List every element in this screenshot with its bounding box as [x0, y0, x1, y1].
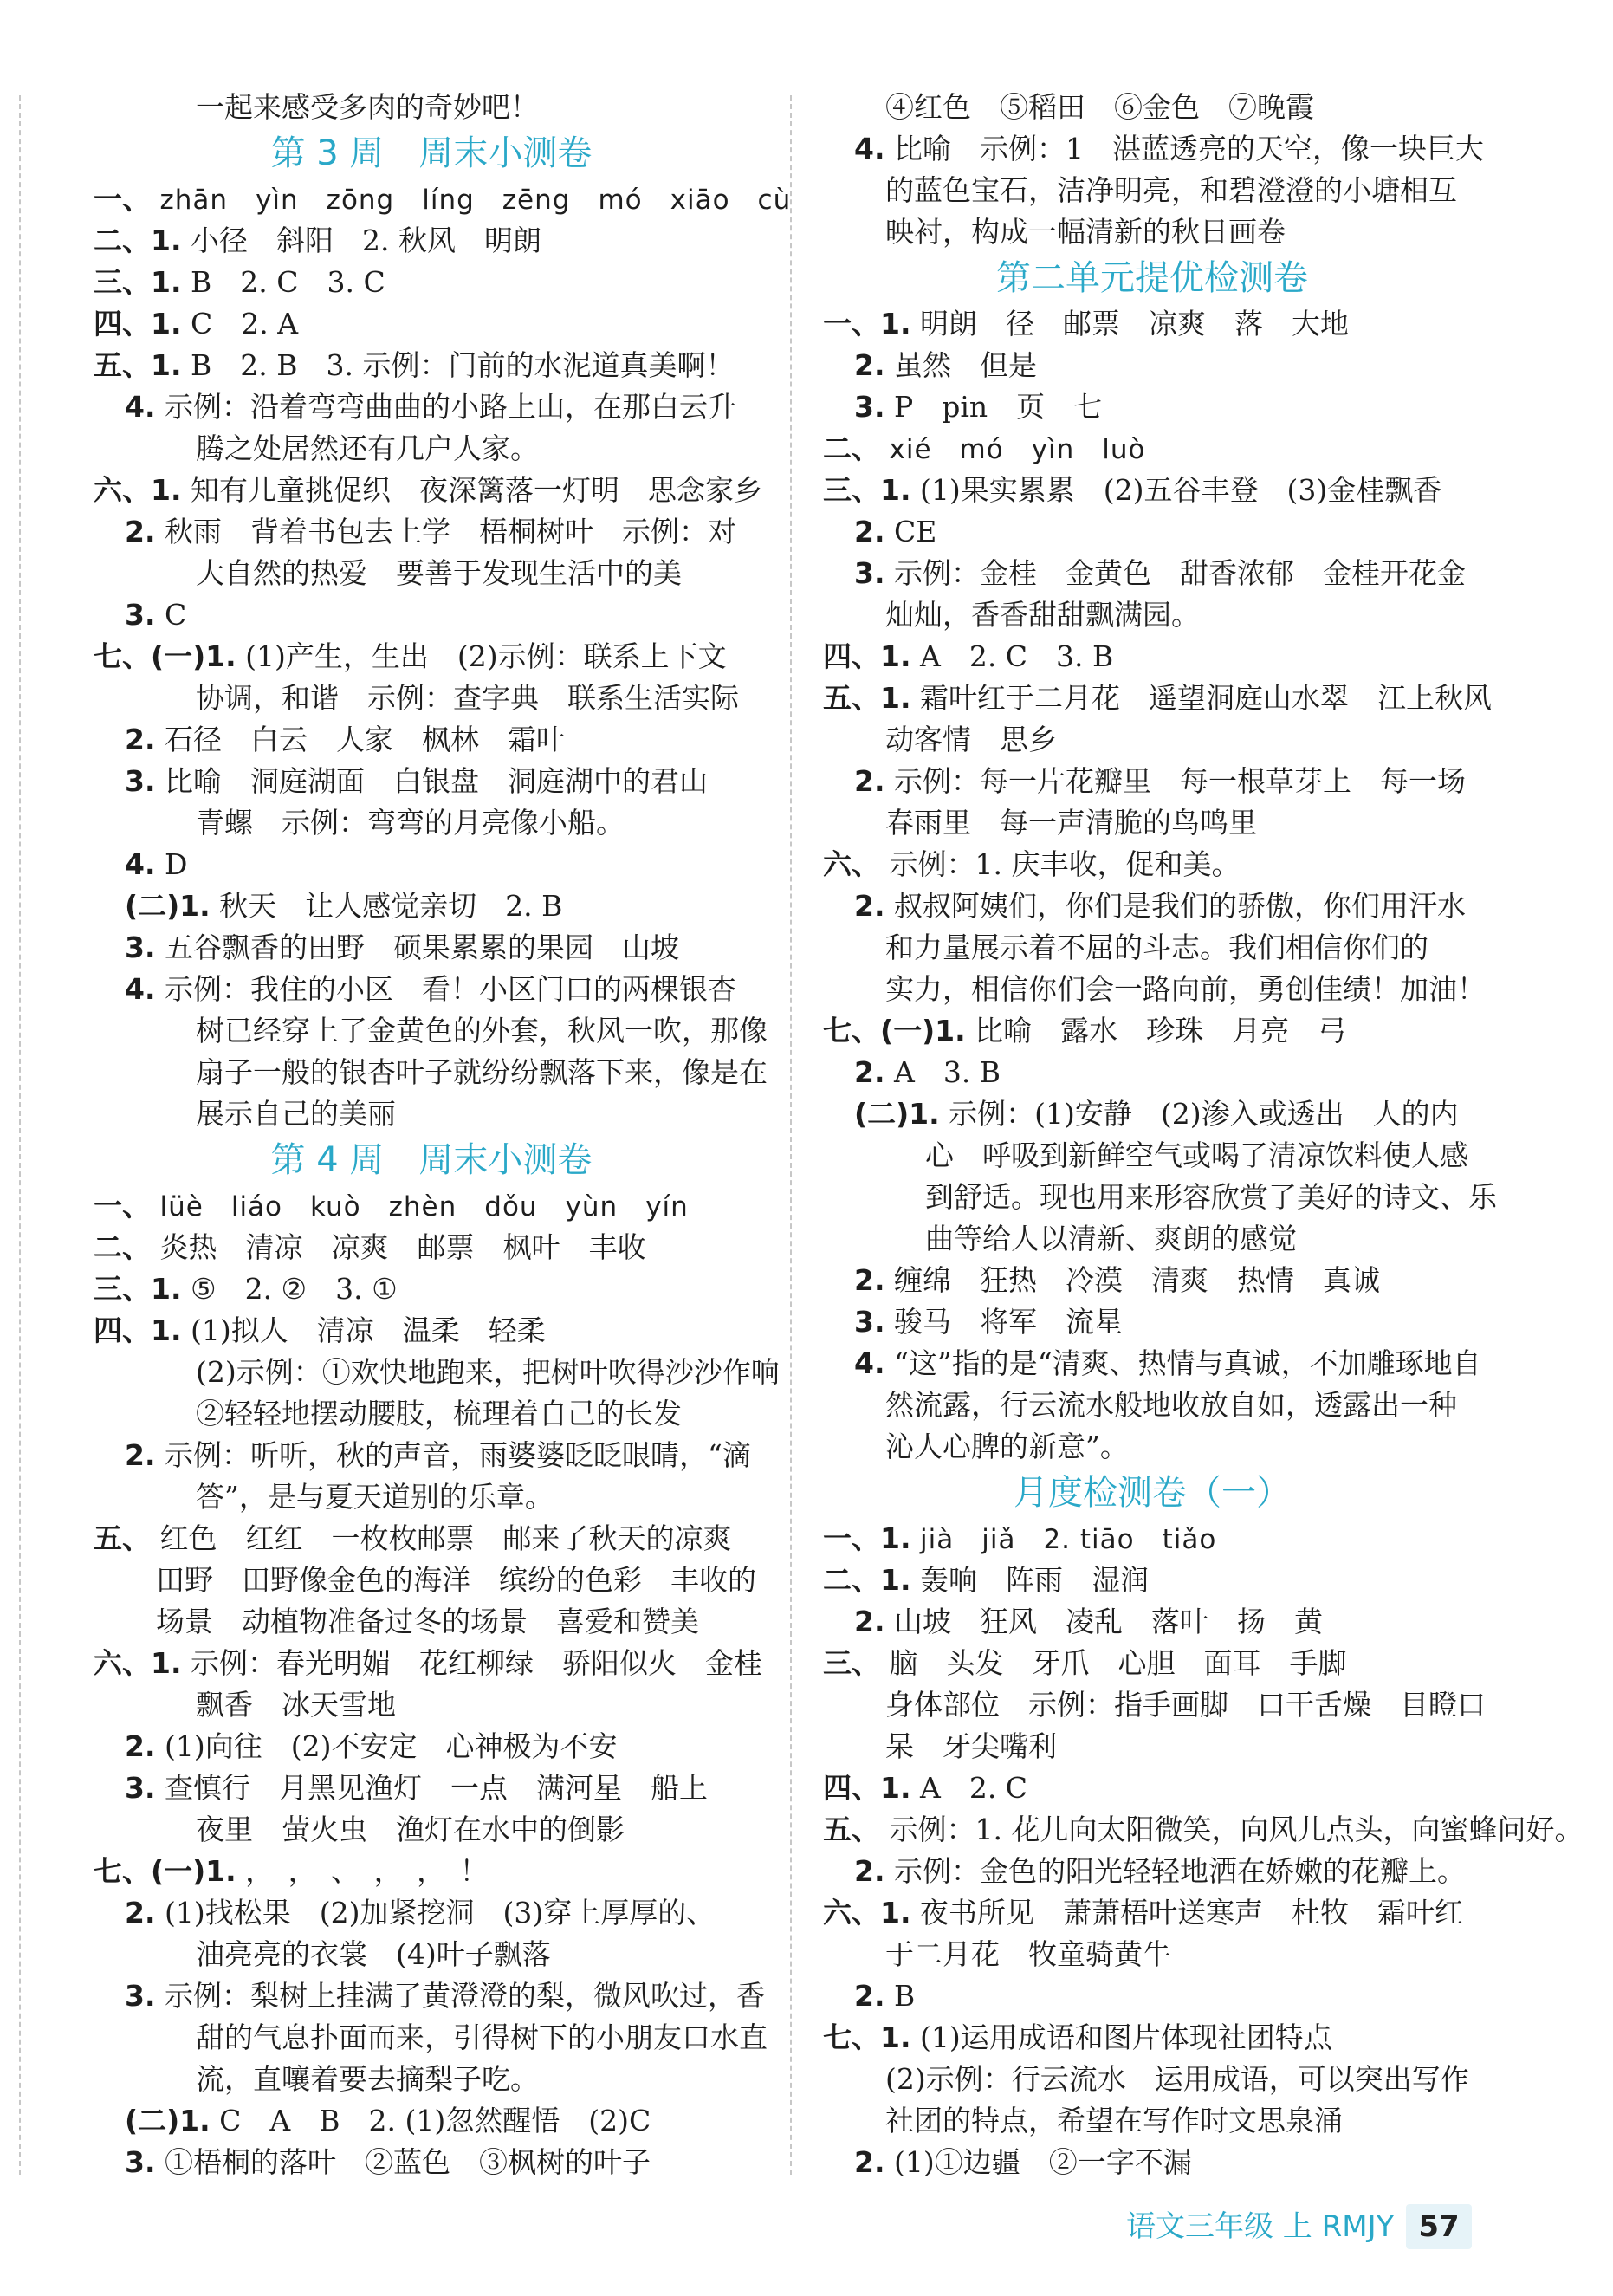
question-number: 五、1.: [823, 681, 911, 715]
answer-text: 脑 头发 牙爪 心胆 面耳 手脚: [889, 1646, 1347, 1680]
answer-line: [94, 969, 769, 1010]
answer-text: 然流露，行云流水般地收放自如，透露出一种: [885, 1388, 1457, 1422]
question-number: 三、1.: [94, 1272, 182, 1306]
answer-text: 实力，相信你们会一路向前，勇创佳绩！加油！: [885, 972, 1486, 1006]
answer-line: [823, 678, 1492, 719]
answer-line: [823, 303, 1481, 345]
answer-text: ④红色 ⑤稻田 ⑥金色 ⑦晚霞: [885, 90, 1314, 124]
answer-text: 的蓝色宝石，洁净明亮，和碧澄澄的小塘相互: [885, 173, 1457, 207]
question-number: 二、: [823, 431, 880, 465]
question-number: 四、1.: [94, 1313, 182, 1347]
answer-line: [823, 2017, 1481, 2059]
question-number: 二、1.: [94, 224, 182, 257]
page-footer: [1126, 2201, 1472, 2253]
answer-line: [823, 553, 1481, 594]
answer-line: [823, 428, 1481, 470]
answer-line: [823, 2100, 1481, 2142]
answer-text: ， ， 、 ， ， ！: [245, 1854, 489, 1888]
answer-line: [823, 2142, 1481, 2183]
answer-text: 青螺 示例：弯弯的月亮像小船。: [196, 806, 625, 840]
answer-text: (1)向往 (2)不安定 心神极为不安: [165, 1729, 618, 1763]
answer-line: [823, 1684, 1486, 1726]
answer-line: [823, 1767, 1481, 1809]
answer-text: CE: [894, 515, 937, 548]
question-number: 2.: [854, 1979, 885, 2013]
answer-text: (1)运用成语和图片体现社团特点: [920, 2020, 1332, 2054]
answer-line: [823, 1643, 1481, 1684]
answer-text: 示例：听听，秋的声音，雨婆婆眨眨眼睛，“滴: [165, 1438, 751, 1472]
answer-line: [823, 1385, 1481, 1426]
answer-text: 灿灿，香香甜甜飘满园。: [885, 598, 1200, 632]
question-number: 七、1.: [823, 2020, 911, 2054]
answer-text: 映衬，构成一幅清新的秋日画卷: [885, 215, 1286, 249]
answer-line: [823, 1218, 1481, 1260]
answer-text: (1)①边疆 ②一字不漏: [894, 2145, 1192, 2179]
answer-line: [823, 170, 1481, 211]
answer-line: [94, 303, 769, 345]
question-number: 七、(一)1.: [94, 639, 236, 673]
answer-line: [823, 1934, 1481, 1975]
answer-text: 示例：每一片花瓣里 每一根草芽上 每一场: [894, 764, 1466, 798]
answer-line: [823, 2059, 1481, 2100]
answer-line: [94, 1560, 769, 1601]
answer-line: [823, 1601, 1481, 1643]
question-number: 3.: [854, 1305, 885, 1339]
answer-text: 红色 红红 一枚枚邮票 邮来了秋天的凉爽: [159, 1521, 732, 1555]
question-number: (二)1.: [854, 1097, 940, 1131]
answer-text: 比喻 示例：1 湛蓝透亮的天空，像一块巨大: [894, 132, 1484, 165]
answer-line: [94, 1809, 769, 1851]
answer-line: [823, 1726, 1481, 1767]
answer-text: ②轻轻地摆动腰肢，梳理着自己的长发: [196, 1397, 682, 1430]
question-number: 五、: [94, 1521, 151, 1555]
answer-line: [94, 761, 769, 802]
answer-text: 示例：沿着弯弯曲曲的小路上山，在那白云升: [165, 390, 736, 424]
question-number: 一、1.: [823, 1521, 911, 1555]
answer-line: [94, 678, 769, 719]
answer-text: 示例：我住的小区 看！小区门口的两棵银杏: [165, 972, 736, 1006]
answer-line: [823, 1343, 1481, 1385]
answer-line: [94, 802, 769, 844]
answer-line: [823, 719, 1481, 761]
answer-line: [94, 1684, 769, 1726]
answer-text: 飘香 冰天雪地: [196, 1688, 396, 1722]
answer-text: (1)果实累累 (2)五谷丰登 (3)金桂飘香: [920, 473, 1442, 507]
answer-text: 腾之处居然还有几户人家。: [196, 431, 539, 465]
question-number: 三、: [823, 1646, 880, 1680]
answer-text: 曲等给人以清新、爽朗的感觉: [925, 1222, 1297, 1255]
question-number: 4.: [854, 1346, 885, 1380]
answer-line: [94, 2017, 769, 2059]
question-number: 4.: [125, 390, 156, 424]
question-number: 七、(一)1.: [823, 1014, 966, 1047]
answer-line: [94, 2142, 769, 2183]
question-number: 4.: [125, 847, 156, 881]
answer-text: 示例：1. 花儿向太阳微笑，向风儿点头，向蜜蜂问好。: [889, 1813, 1584, 1846]
section-title: 第 4 周 周末小测卷: [270, 1140, 593, 1180]
question-number: 一、: [94, 182, 151, 216]
question-number: 三、1.: [94, 265, 182, 299]
answer-text: 社团的特点，希望在写作时文思泉涌: [885, 2104, 1343, 2137]
answer-text: 缠绵 狂热 冷漠 清爽 热情 真诚: [894, 1263, 1380, 1297]
answer-line: [823, 885, 1481, 927]
answer-text: ⑤ 2. ② 3. ①: [191, 1272, 398, 1306]
answer-line: [823, 211, 1481, 253]
left-column: [94, 87, 792, 2183]
answer-line: [823, 594, 1481, 636]
question-number: 五、1.: [94, 348, 182, 382]
question-number: 2.: [125, 1729, 156, 1763]
answer-line: [94, 1310, 769, 1352]
answer-text: 石径 白云 人家 枫林 霜叶: [165, 723, 565, 756]
answer-text: 叔叔阿姨们，你们是我们的骄傲，你们用汗水: [894, 889, 1466, 923]
answer-line: [823, 511, 1481, 553]
answer-text: 身体部位 示例：指手画脚 口干舌燥 目瞪口: [885, 1688, 1486, 1722]
question-number: 四、1.: [823, 639, 911, 673]
answer-line: [823, 927, 1481, 969]
answer-text: 示例：金色的阳光轻轻地洒在娇嫩的花瓣上。: [894, 1854, 1466, 1888]
question-number: 4.: [125, 972, 156, 1006]
pinyin-answer: xié mó yìn luò: [889, 434, 1146, 465]
answer-text: B 2. B 3. 示例：门前的水泥道真美啊！: [191, 348, 735, 382]
answer-line: [94, 594, 769, 636]
answer-line: [94, 1934, 769, 1975]
answer-line: [94, 1476, 769, 1518]
answer-line: [94, 927, 769, 969]
left-margin-line: [19, 95, 21, 2175]
answer-text: 甜的气息扑面而来，引得树下的小朋友口水直: [196, 2020, 768, 2054]
answer-line: [823, 386, 1481, 428]
answer-text: 小径 斜阳 2. 秋风 明朗: [191, 224, 541, 257]
question-number: 二、1.: [823, 1563, 911, 1597]
answer-text: 动客情 思乡: [885, 723, 1057, 756]
answer-line: [94, 1227, 769, 1268]
answer-line: [94, 428, 769, 470]
question-number: 2.: [854, 1854, 885, 1888]
answer-line: [823, 1975, 1481, 2017]
question-number: 2.: [854, 764, 885, 798]
section-title: 第二单元提优检测卷: [996, 258, 1308, 298]
answer-line: [94, 511, 769, 553]
question-number: 六、1.: [823, 1896, 911, 1930]
answer-line: [823, 636, 1481, 678]
answer-line: [94, 386, 769, 428]
question-number: 3.: [125, 2145, 156, 2179]
answer-line: [94, 1726, 769, 1767]
answer-line: [823, 1809, 1584, 1851]
answer-line: [94, 1352, 780, 1393]
question-number: 六、: [823, 847, 880, 881]
answer-text: D: [165, 847, 188, 881]
answer-line: [823, 1892, 1481, 1934]
answer-text: 沁人心脾的新意”。: [885, 1430, 1129, 1463]
answer-line: [94, 2100, 769, 2142]
pinyin-answer: jià jiǎ 2. tiāo tiǎo: [920, 1524, 1217, 1555]
answer-text: 示例：梨树上挂满了黄澄澄的梨，微风吹过，香: [165, 1979, 765, 2013]
answer-text: A 3. B: [894, 1055, 1001, 1089]
answer-text: 示例：1. 庆丰收，促和美。: [889, 847, 1241, 881]
answer-text: 轰响 阵雨 湿润: [920, 1563, 1149, 1597]
footer-subject: 语文三年级 上 RMJY: [1126, 2209, 1395, 2244]
answer-text: 夜书所见 萧萧梧叶送寒声 杜牧 霜叶红: [920, 1896, 1463, 1930]
question-number: 3.: [125, 1979, 156, 2013]
answer-line: [94, 1601, 769, 1643]
answer-line: [94, 844, 769, 885]
answer-text: P pin 页 七: [894, 390, 1103, 424]
answer-text: 展示自己的美丽: [196, 1097, 396, 1131]
question-number: 四、1.: [823, 1771, 911, 1805]
answer-text: “这”指的是“清爽、热情与真诚，不加雕琢地自: [894, 1346, 1481, 1380]
answer-line: [823, 761, 1481, 802]
answer-line: [823, 470, 1481, 511]
question-number: 2.: [854, 1605, 885, 1638]
answer-text: 和力量展示着不屈的斗志。我们相信你们的: [885, 931, 1428, 964]
answer-line: [94, 262, 769, 303]
answer-text: 霜叶红于二月花 遥望洞庭山水翠 江上秋风: [920, 681, 1492, 715]
answer-text: 大自然的热爱 要善于发现生活中的美: [196, 556, 682, 590]
question-number: 2.: [125, 1896, 156, 1930]
question-number: 四、1.: [94, 307, 182, 341]
answer-text: 树已经穿上了金黄色的外套，秋风一吹，那像: [196, 1014, 768, 1047]
answer-text: (2)示例：行云流水 运用成语，可以突出写作: [885, 2062, 1469, 2096]
question-number: (二)1.: [125, 2104, 211, 2137]
answer-text: 山坡 狂风 凌乱 落叶 扬 黄: [894, 1605, 1323, 1638]
answer-line: [823, 1851, 1481, 1892]
right-column: [823, 87, 1584, 2183]
question-number: 3.: [125, 598, 156, 632]
column-divider: [790, 95, 792, 2175]
answer-text: 扇子一般的银杏叶子就纷纷飘落下来，像是在: [196, 1055, 768, 1089]
answer-line: [823, 1135, 1481, 1177]
answer-text: 呆 牙尖嘴利: [885, 1729, 1057, 1763]
answer-line: [94, 87, 769, 128]
answer-line: [94, 1767, 769, 1809]
answer-line: [823, 844, 1481, 885]
answer-text: 比喻 洞庭湖面 白银盘 洞庭湖中的君山: [165, 764, 708, 798]
answer-text: B: [894, 1979, 916, 2013]
answer-line: [94, 345, 769, 386]
answer-text: 虽然 但是: [894, 348, 1037, 382]
answer-line: [823, 1301, 1481, 1343]
answer-line: [94, 1851, 769, 1892]
answer-line: [94, 1518, 769, 1560]
answer-line: [823, 1518, 1481, 1560]
answer-line: [823, 969, 1486, 1010]
answer-text: 秋天 让人感觉亲切 2. B: [219, 889, 563, 923]
question-number: 2.: [125, 1438, 156, 1472]
answer-text: (1)找松果 (2)加紧挖洞 (3)穿上厚厚的、: [165, 1896, 716, 1930]
answer-text: C 2. A: [191, 307, 299, 341]
answer-text: C A B 2. (1)忽然醒悟 (2)C: [219, 2104, 651, 2137]
answer-line: [823, 1093, 1481, 1135]
answer-line: [94, 1435, 769, 1476]
answer-text: 示例：春光明媚 花红柳绿 骄阳似火 金桂: [191, 1646, 762, 1680]
answer-text: (1)拟人 清凉 温柔 轻柔: [191, 1313, 546, 1347]
answer-line: [823, 1010, 1481, 1052]
page-number: 57: [1406, 2204, 1471, 2249]
question-number: 2.: [854, 1055, 885, 1089]
answer-text: 炎热 清凉 凉爽 邮票 枫叶 丰收: [159, 1230, 646, 1264]
answer-text: (2)示例：①欢快地跑来，把树叶吹得沙沙作响: [196, 1355, 780, 1389]
answer-text: 知有儿童挑促织 夜深篱落一灯明 思念家乡: [191, 473, 762, 507]
answer-line: [94, 1393, 769, 1435]
answer-text: 秋雨 背着书包去上学 梧桐树叶 示例：对: [165, 515, 736, 548]
answer-text: 骏马 将军 流星: [894, 1305, 1123, 1339]
answer-line: [94, 1185, 769, 1227]
answer-text: A 2. C: [920, 1771, 1028, 1805]
question-number: 3.: [854, 556, 885, 590]
answer-line: [823, 1560, 1481, 1601]
answer-line: [823, 1260, 1481, 1301]
answer-text: 于二月花 牧童骑黄牛: [885, 1937, 1171, 1971]
answer-text: 田野 田野像金色的海洋 缤纷的色彩 丰收的: [156, 1563, 756, 1597]
answer-line: [94, 553, 769, 594]
question-number: 4.: [854, 132, 885, 165]
answer-text: 心 呼吸到新鲜空气或喝了清凉饮料使人感: [925, 1138, 1468, 1172]
pinyin-answer: lüè liáo kuò zhèn dǒu yùn yín: [159, 1191, 689, 1223]
question-number: 3.: [125, 931, 156, 964]
answer-text: 油亮亮的衣裳 (4)叶子飘落: [196, 1937, 551, 1971]
question-number: 一、: [94, 1189, 151, 1223]
answer-text: 查慎行 月黑见渔灯 一点 满河星 船上: [165, 1771, 708, 1805]
answer-text: 明朗 径 邮票 凉爽 落 大地: [920, 307, 1349, 341]
answer-line: [94, 636, 769, 678]
answer-line: [94, 1010, 769, 1052]
question-number: 2.: [125, 515, 156, 548]
answer-text: C: [165, 598, 187, 632]
answer-text: 一起来感受多肉的奇妙吧！: [196, 90, 539, 124]
answer-line: [94, 1268, 769, 1310]
question-number: 2.: [854, 515, 885, 548]
answer-line: [94, 178, 792, 220]
question-number: 一、1.: [823, 307, 911, 341]
answer-line: [94, 1892, 769, 1934]
answer-text: 比喻 露水 珍珠 月亮 弓: [975, 1014, 1347, 1047]
question-number: 3.: [125, 1771, 156, 1805]
answer-text: A 2. C 3. B: [920, 639, 1114, 673]
answer-line: [94, 1975, 769, 2017]
answer-text: 答”，是与夏天道别的乐章。: [196, 1480, 554, 1514]
question-number: 七、(一)1.: [94, 1854, 236, 1888]
answer-text: 场景 动植物准备过冬的场景 喜爱和赞美: [156, 1605, 699, 1638]
answer-text: 春雨里 每一声清脆的鸟鸣里: [885, 806, 1257, 840]
answer-line: [94, 220, 769, 262]
question-number: 2.: [854, 2145, 885, 2179]
answer-text: 夜里 萤火虫 渔灯在水中的倒影: [196, 1813, 625, 1846]
answer-line: [823, 1426, 1481, 1468]
answer-line: [94, 885, 769, 927]
answer-text: B 2. C 3. C: [191, 265, 385, 299]
question-number: 3.: [125, 764, 156, 798]
answer-line: [823, 345, 1481, 386]
pinyin-answer: zhān yìn zōng líng zēng mó xiāo cù: [159, 185, 792, 216]
question-number: 五、: [823, 1813, 880, 1846]
answer-text: (1)产生，生出 (2)示例：联系上下文: [245, 639, 727, 673]
question-number: 二、: [94, 1230, 151, 1264]
answer-line: [94, 470, 769, 511]
answer-line: [823, 1177, 1497, 1218]
answer-text: 到舒适。现也用来形容欣赏了美好的诗文、乐: [925, 1180, 1497, 1214]
answer-text: 协调，和谐 示例：查字典 联系生活实际: [196, 681, 739, 715]
answer-text: 五谷飘香的田野 硕果累累的果园 山坡: [165, 931, 679, 964]
question-number: 2.: [854, 348, 885, 382]
answer-line: [94, 1643, 769, 1684]
answer-line: [94, 1052, 769, 1093]
answer-line: [823, 1052, 1481, 1093]
question-number: 2.: [125, 723, 156, 756]
question-number: 2.: [854, 889, 885, 923]
answer-line: [94, 2059, 769, 2100]
answer-text: 流，直嚷着要去摘梨子吃。: [196, 2062, 539, 2096]
question-number: 六、1.: [94, 1646, 182, 1680]
answer-text: 示例：金桂 金黄色 甜香浓郁 金桂开花金: [894, 556, 1466, 590]
question-number: 六、1.: [94, 473, 182, 507]
answer-line: [94, 1093, 769, 1135]
question-number: 三、1.: [823, 473, 911, 507]
answer-line: [94, 719, 769, 761]
question-number: 2.: [854, 1263, 885, 1297]
answer-text: 示例：(1)安静 (2)渗入或透出 人的内: [949, 1097, 1459, 1131]
answer-line: [823, 802, 1481, 844]
section-title: 月度检测卷（一）: [1014, 1473, 1291, 1513]
section-title: 第 3 周 周末小测卷: [270, 133, 593, 173]
answer-line: [823, 128, 1484, 170]
question-number: 3.: [854, 390, 885, 424]
answer-text: ①梧桐的落叶 ②蓝色 ③枫树的叶子: [165, 2145, 651, 2179]
question-number: (二)1.: [125, 889, 211, 923]
answer-line: [823, 87, 1481, 128]
